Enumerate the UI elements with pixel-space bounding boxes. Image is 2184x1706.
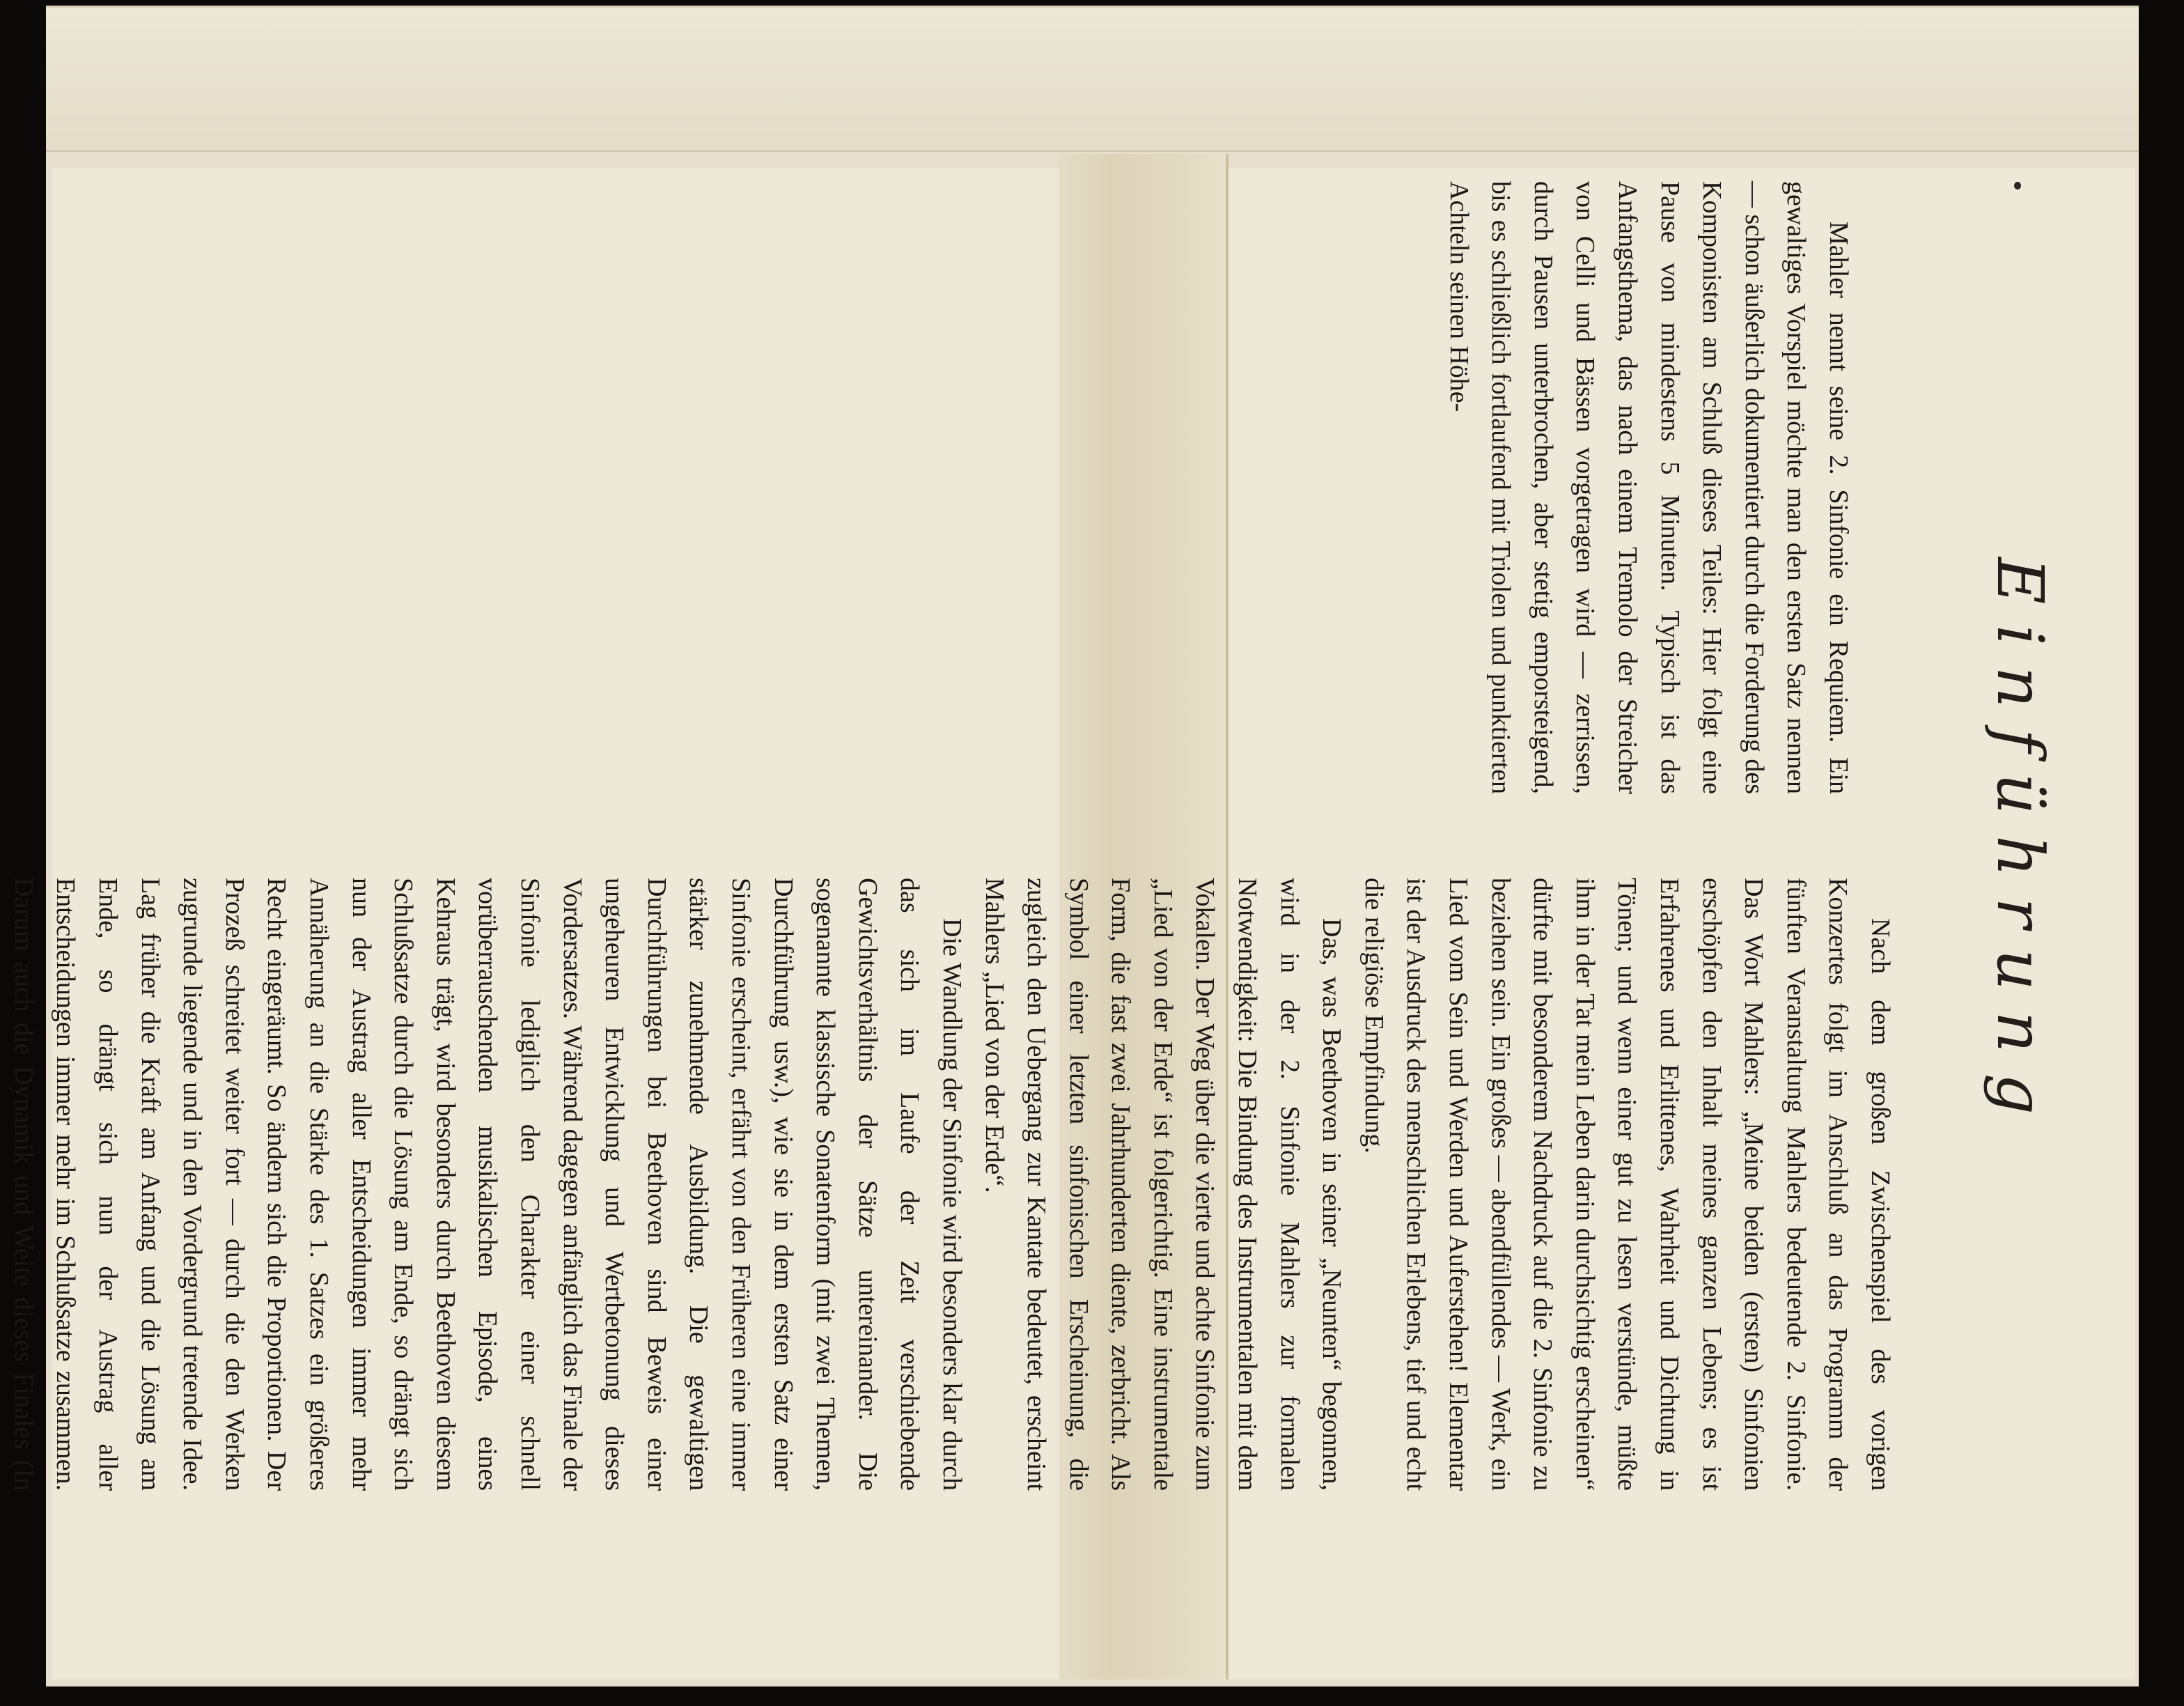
paragraph: Die Wandlung der Sinfonie wird besonders klar durch das sich im Laufe der Zeit verschiebende Gewichtsverhältnis der Sätze untereinander. Die sogenannte klassische Sonatenform (mit zwei Themen, Durchführung usw.), wie sie in dem ersten Satz einer Sinfonie erscheint, erfährt von den Früheren eine immer stärker zunehmende Ausbildung. Die gewaltigen Durchführungen bei Beethoven sind Beweis einer ungeheuren Entwicklung und Wertbetonung dieses Vordersatzes. Während dagegen anfänglich das Finale der Sinfonie lediglich den Charakter einer schnell vorüberrauschenden musikalischen Episode, eines Kehraus trägt, wird besonders durch Beethoven diesem Schlußsatze durch die Lösung am Ende, so drängt sich nun der Austrag aller Entscheidungen immer mehr Annäherung an die Stärke des 1. Satzes ein größeres Recht eingeräumt. So ändern sich die Proportionen. Der Prozeß schreitet weiter fort — durch die den Werken zugrunde liegende und in den Vordergrund tretende Idee. Lag früher die Kraft am Anfang und die Lösung am Ende, so drängt sich nun der Austrag aller Entscheidungen immer mehr im Schlußsatze zusammen. Darum auch die Dynamik und Weite dieses Finales (In <box>8 878 967 1491</box>
paragraph: Nach dem großen Zwischenspiel des vorigen Konzertes folgt im Anschluß an das Programm der fünften Veranstaltung Mahlers bedeutende 2. Sinfonie. Das Wort Mahlers: „Meine beiden (ersten) Sinfonien erschöpfen den Inhalt meines ganzen Lebens; es ist Erfahrenes und Erlittenes, Wahrheit und Dichtung in Tönen; und wenn einer gut zu lesen verstünde, müßte ihm in der Tat mein Leben darin durchsichtig erscheinen“ dürfte mit besonderem Nachdruck auf die 2. Sinfonie zu beziehen sein. Ein großes — abendfüllendes — Werk, ein Lied vom Sein und Werden und Auferstehen! Elementar ist der Ausdruck des menschlichen Erlebens, tief und echt die religiöse Empfindung. <box>1359 878 1895 1491</box>
rotated-text-block <box>8 129 2119 1564</box>
page-title: Einführung <box>1983 557 2057 1135</box>
paragraph: Das, was Beethoven in seiner „Neunten“ begonnen, wird in der 2. Sinfonie Mahlers zur formalen Notwendigkeit: Die Bindung des Instrumentalen mit dem Vokalen. Der Weg über die vierte und achte Sinfonie zum „Lied von der Erde“ ist folgerichtig. Eine instrumentale Form, die fast zwei Jahrhunderten diente, zerbricht. Als Symbol einer letzten sinfonischen Erscheinung, die zugleich den Uebergang zur Kantate bedeutet, erscheint Mahlers „Lied von der Erde“. <box>979 878 1347 1491</box>
text-column-right <box>0 878 1901 1491</box>
paragraph: Mahler nennt seine 2. Sinfonie ein Requiem. Ein gewaltiges Vorspiel möchte man den ersten Satz nennen — schon äußerlich dokumentiert durch die Forderung des Komponisten am Schluß dieses Teiles: Hier folgt eine Pause von mindestens 5 Minuten. Typisch ist das Anfangsthema, das nach einem Tremolo der Streicher von Celli und Bässen vorgetragen wird — zerrissen, durch Pausen unterbrochen, aber stetig emporsteigend, bis es schließlich fortlaufend mit Triolen und punktierten Achteln seinen Höhe- <box>1444 181 1853 794</box>
text-column-left <box>1437 181 1859 794</box>
